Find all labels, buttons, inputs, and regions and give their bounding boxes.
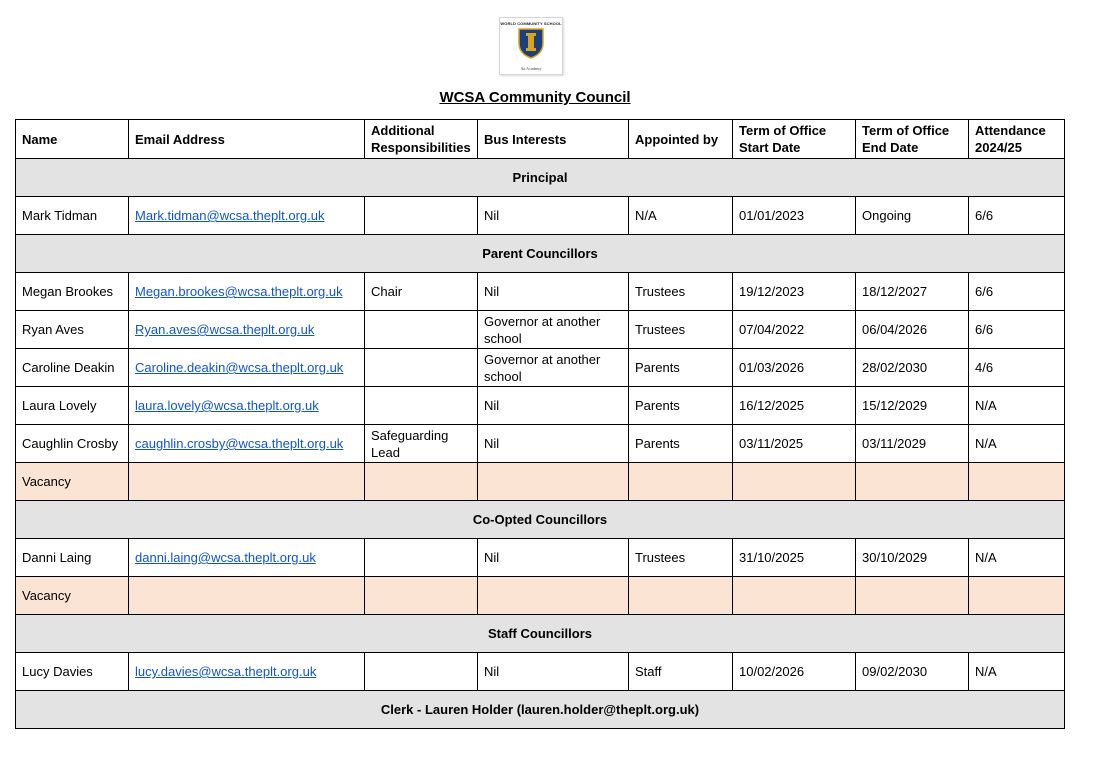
member-name: Mark Tidman — [16, 197, 129, 235]
section-label: Co-Opted Councillors — [16, 501, 1065, 539]
member-attendance: N/A — [969, 387, 1065, 425]
member-name: Lucy Davies — [16, 653, 129, 691]
member-name: Megan Brookes — [16, 273, 129, 311]
member-appointed: Trustees — [629, 273, 733, 311]
member-end: 28/02/2030 — [856, 349, 969, 387]
vacancy-row — [16, 463, 1065, 501]
member-appointed: Parents — [629, 425, 733, 463]
member-attendance: 4/6 — [969, 349, 1065, 387]
member-bus: Nil — [478, 387, 629, 425]
col-header-additional: Additional Responsibilities — [365, 120, 478, 159]
col-header-bus: Bus Interests — [478, 120, 629, 159]
member-start: 01/01/2023 — [733, 197, 856, 235]
table-row — [16, 349, 1065, 387]
member-attendance: N/A — [969, 653, 1065, 691]
member-additional — [365, 387, 478, 425]
section-row-parent — [16, 235, 1065, 273]
school-logo — [499, 17, 563, 75]
member-appointed: Parents — [629, 349, 733, 387]
member-email-link[interactable]: Caroline.deakin@wcsa.theplt.org.uk — [135, 360, 344, 375]
member-bus: Governor at another school — [478, 311, 629, 349]
member-name: Danni Laing — [16, 539, 129, 577]
logo-bottom-text: An Academy — [520, 66, 542, 71]
member-additional — [365, 197, 478, 235]
section-label: Principal — [16, 159, 1065, 197]
member-email-link[interactable]: danni.laing@wcsa.theplt.org.uk — [135, 550, 316, 565]
member-start: 10/02/2026 — [733, 653, 856, 691]
member-end: 18/12/2027 — [856, 273, 969, 311]
section-row-principal — [16, 159, 1065, 197]
member-start: 19/12/2023 — [733, 273, 856, 311]
member-appointed: N/A — [629, 197, 733, 235]
section-label: Staff Councillors — [16, 615, 1065, 653]
member-start: 03/11/2025 — [733, 425, 856, 463]
member-start: 31/10/2025 — [733, 539, 856, 577]
table-row — [16, 273, 1065, 311]
col-header-start: Term of Office Start Date — [733, 120, 856, 159]
member-end: 06/04/2026 — [856, 311, 969, 349]
section-label: Parent Councillors — [16, 235, 1065, 273]
member-attendance: 6/6 — [969, 197, 1065, 235]
member-email-link[interactable]: Megan.brookes@wcsa.theplt.org.uk — [135, 284, 343, 299]
header-row — [16, 120, 1065, 159]
member-end: 03/11/2029 — [856, 425, 969, 463]
member-attendance: 6/6 — [969, 311, 1065, 349]
member-bus: Nil — [478, 653, 629, 691]
logo-top-text: WORLD COMMUNITY SCHOOL — [500, 21, 562, 26]
member-attendance: 6/6 — [969, 273, 1065, 311]
council-table — [15, 119, 1065, 729]
member-bus: Nil — [478, 273, 629, 311]
member-additional — [365, 653, 478, 691]
member-appointed: Trustees — [629, 311, 733, 349]
member-name: Caughlin Crosby — [16, 425, 129, 463]
vacancy-label: Vacancy — [16, 577, 129, 615]
member-additional — [365, 539, 478, 577]
member-bus: Nil — [478, 539, 629, 577]
member-email-link[interactable]: lucy.davies@wcsa.theplt.org.uk — [135, 664, 317, 679]
page-title: WCSA Community Council — [439, 89, 631, 106]
member-additional: Chair — [365, 273, 478, 311]
section-row-staff — [16, 615, 1065, 653]
member-bus: Nil — [478, 197, 629, 235]
clerk-row — [16, 691, 1065, 729]
table-row — [16, 311, 1065, 349]
member-bus: Nil — [478, 425, 629, 463]
member-attendance: N/A — [969, 539, 1065, 577]
member-appointed: Staff — [629, 653, 733, 691]
member-email-link[interactable]: laura.lovely@wcsa.theplt.org.uk — [135, 398, 319, 413]
member-email-link[interactable]: Ryan.aves@wcsa.theplt.org.uk — [135, 322, 315, 337]
member-start: 01/03/2026 — [733, 349, 856, 387]
member-name: Caroline Deakin — [16, 349, 129, 387]
col-header-email: Email Address — [129, 120, 365, 159]
table-row — [16, 197, 1065, 235]
member-name: Ryan Aves — [16, 311, 129, 349]
col-header-appointed: Appointed by — [629, 120, 733, 159]
member-bus: Governor at another school — [478, 349, 629, 387]
member-email-link[interactable]: caughlin.crosby@wcsa.theplt.org.uk — [135, 436, 344, 451]
member-end: 09/02/2030 — [856, 653, 969, 691]
col-header-attendance: Attendance 2024/25 — [969, 120, 1065, 159]
member-end: Ongoing — [856, 197, 969, 235]
vacancy-row — [16, 577, 1065, 615]
member-end: 15/12/2029 — [856, 387, 969, 425]
member-attendance: N/A — [969, 425, 1065, 463]
member-start: 16/12/2025 — [733, 387, 856, 425]
member-name: Laura Lovely — [16, 387, 129, 425]
member-appointed: Parents — [629, 387, 733, 425]
clerk-info: Clerk - Lauren Holder (lauren.holder@theplt.org.uk) — [16, 691, 1065, 729]
table-row — [16, 387, 1065, 425]
table-row — [16, 653, 1065, 691]
vacancy-label: Vacancy — [16, 463, 129, 501]
table-row — [16, 539, 1065, 577]
section-row-coopted — [16, 501, 1065, 539]
crest-icon — [517, 27, 545, 59]
member-additional: Safeguarding Lead — [365, 425, 478, 463]
member-appointed: Trustees — [629, 539, 733, 577]
member-end: 30/10/2029 — [856, 539, 969, 577]
member-additional — [365, 311, 478, 349]
col-header-end: Term of Office End Date — [856, 120, 969, 159]
member-email-link[interactable]: Mark.tidman@wcsa.theplt.org.uk — [135, 208, 325, 223]
col-header-name: Name — [16, 120, 129, 159]
member-additional — [365, 349, 478, 387]
member-start: 07/04/2022 — [733, 311, 856, 349]
table-row — [16, 425, 1065, 463]
